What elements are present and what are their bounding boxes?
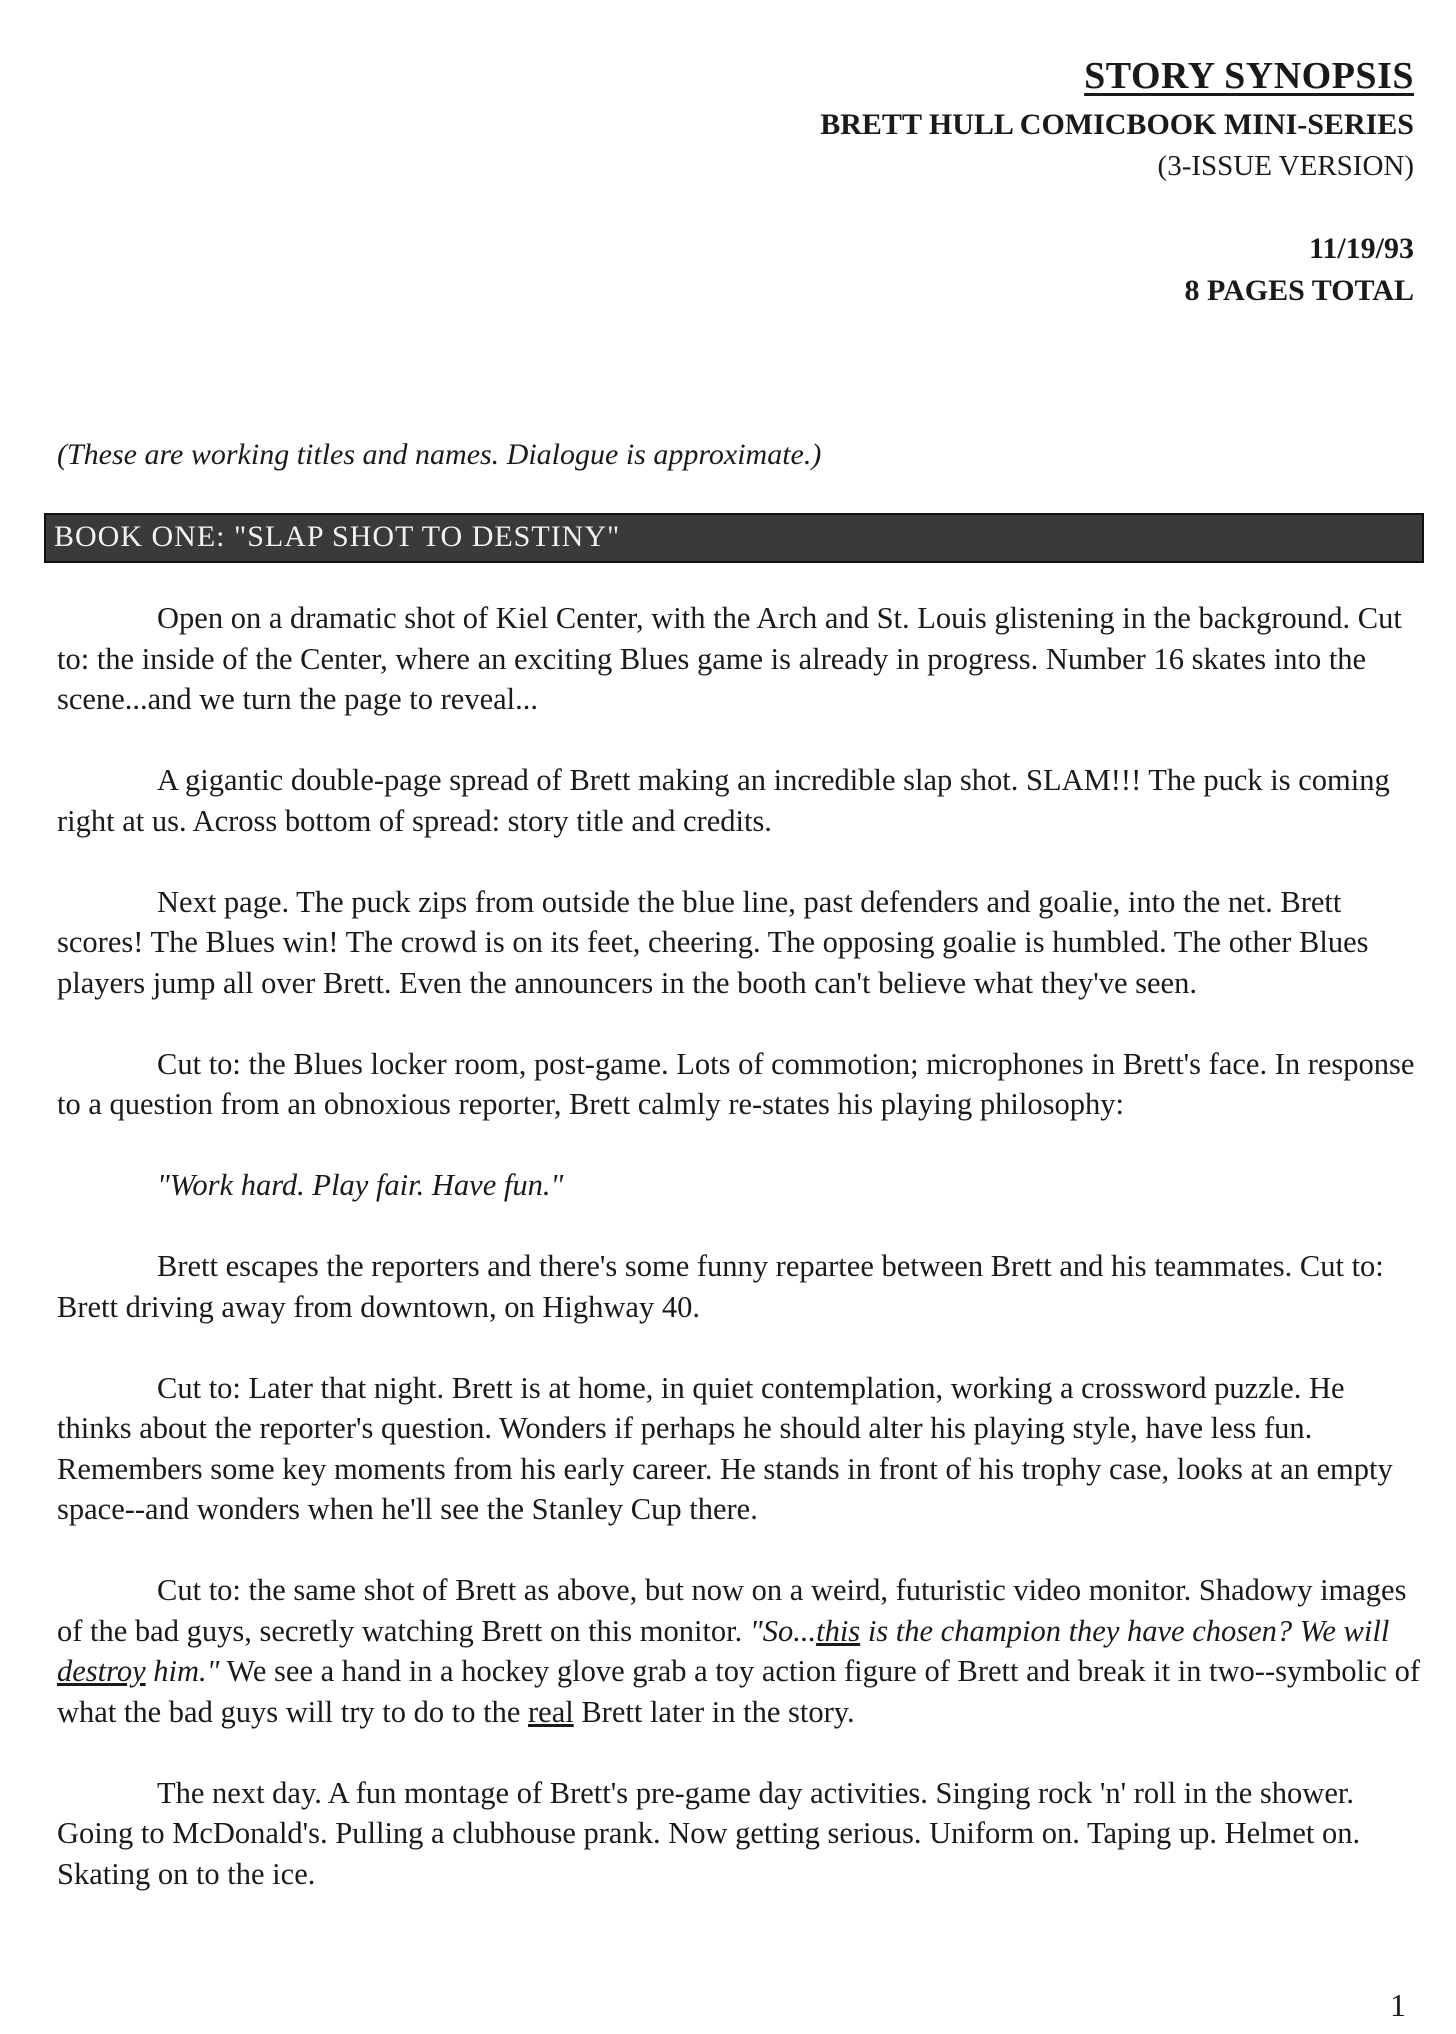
working-titles-note: (These are working titles and names. Dialogue is approximate.): [57, 438, 822, 471]
paragraph-7-emphasis-this: this: [816, 1613, 861, 1648]
paragraph-7-part-a: Cut to: the same shot of Brett as above, but now on a weird, futuristic video monitor. Shadowy images of the bad guys, secretly watching Brett on this monitor.: [57, 1573, 1407, 1648]
document-title: STORY SYNOPSIS: [1084, 55, 1414, 97]
book-title: BOOK ONE: "SLAP SHOT TO DESTINY": [54, 520, 621, 553]
paragraph-3: Next page. The puck zips from outside the blue line, past defenders and goalie, into the net. Brett scores! The Blues win! The crowd is on its feet, cheering. The opposing goalie is humbled. The other Blues players jump all over Brett. Even the announcers in the booth can't believe what they've seen.: [57, 884, 1369, 1000]
document-date: 11/19/93: [1308, 232, 1414, 265]
paragraph-2: A gigantic double-page spread of Brett making an incredible slap shot. SLAM!!! The puck is coming right at us. Across bottom of spread: story title and credits.: [57, 763, 1390, 838]
paragraph-6: Cut to: Later that night. Brett is at home, in quiet contemplation, working a crossword puzzle. He thinks about the reporter's question. Wonders if perhaps he should alter his playing style, have less fun. Remembers some key moments from his early career. He stands in front of his trophy case, looks at an empty space--and wonders when he'll see the Stanley Cup there.: [57, 1370, 1393, 1526]
philosophy-quote: "Work hard. Play fair. Have fun.": [157, 1168, 564, 1202]
paragraph-7-part-i: Brett later in the story.: [573, 1694, 855, 1729]
paragraph-8: The next day. A fun montage of Brett's pre-game day activities. Singing rock 'n' roll in the shower. Going to McDonald's. Pulling a clubhouse prank. Now getting serious. Uniform on. Taping up. Helmet on. Skating on to the ice.: [57, 1775, 1361, 1891]
paragraph-7-part-d: is the champion they have chosen? We will: [860, 1613, 1390, 1648]
paragraph-7-part-f: him.": [145, 1654, 220, 1688]
paragraph-4: Cut to: the Blues locker room, post-game. Lots of commotion; microphones in Brett's face. In response to a question from an obnoxious reporter, Brett calmly re-states his playing philosophy:: [57, 1046, 1415, 1121]
paragraph-1: Open on a dramatic shot of Kiel Center, with the Arch and St. Louis glistening in the background. Cut to: the inside of the Center, where an exciting Blues game is already in progress. Number 16 skates into the scene...and we turn the page to reveal...: [57, 601, 1402, 716]
document-subtitle: BRETT HULL COMICBOOK MINI-SERIES: [820, 108, 1414, 141]
version-label: (3-ISSUE VERSION): [1157, 150, 1414, 182]
paragraph-7-emphasis-real: real: [528, 1694, 574, 1729]
paragraph-7: [57, 1570, 1423, 1732]
book-title-bar: [44, 513, 1424, 563]
page-number: 1: [1390, 1987, 1406, 2023]
paragraph-7-emphasis-destroy: destroy: [57, 1654, 146, 1688]
paragraph-7-part-g: We see a hand in a hockey glove grab a toy action figure of Brett and break it in two--symbolic of what the bad guys will try to do to the: [57, 1654, 1420, 1729]
synopsis-body: [57, 598, 1423, 1935]
paragraph-7-part-b: "So...: [749, 1613, 817, 1648]
header-block: [514, 52, 1414, 312]
pages-total: 8 PAGES TOTAL: [1184, 274, 1414, 307]
paragraph-5: Brett escapes the reporters and there's some funny repartee between Brett and his teammates. Cut to: Brett driving away from downtown, on Highway 40.: [57, 1249, 1384, 1324]
